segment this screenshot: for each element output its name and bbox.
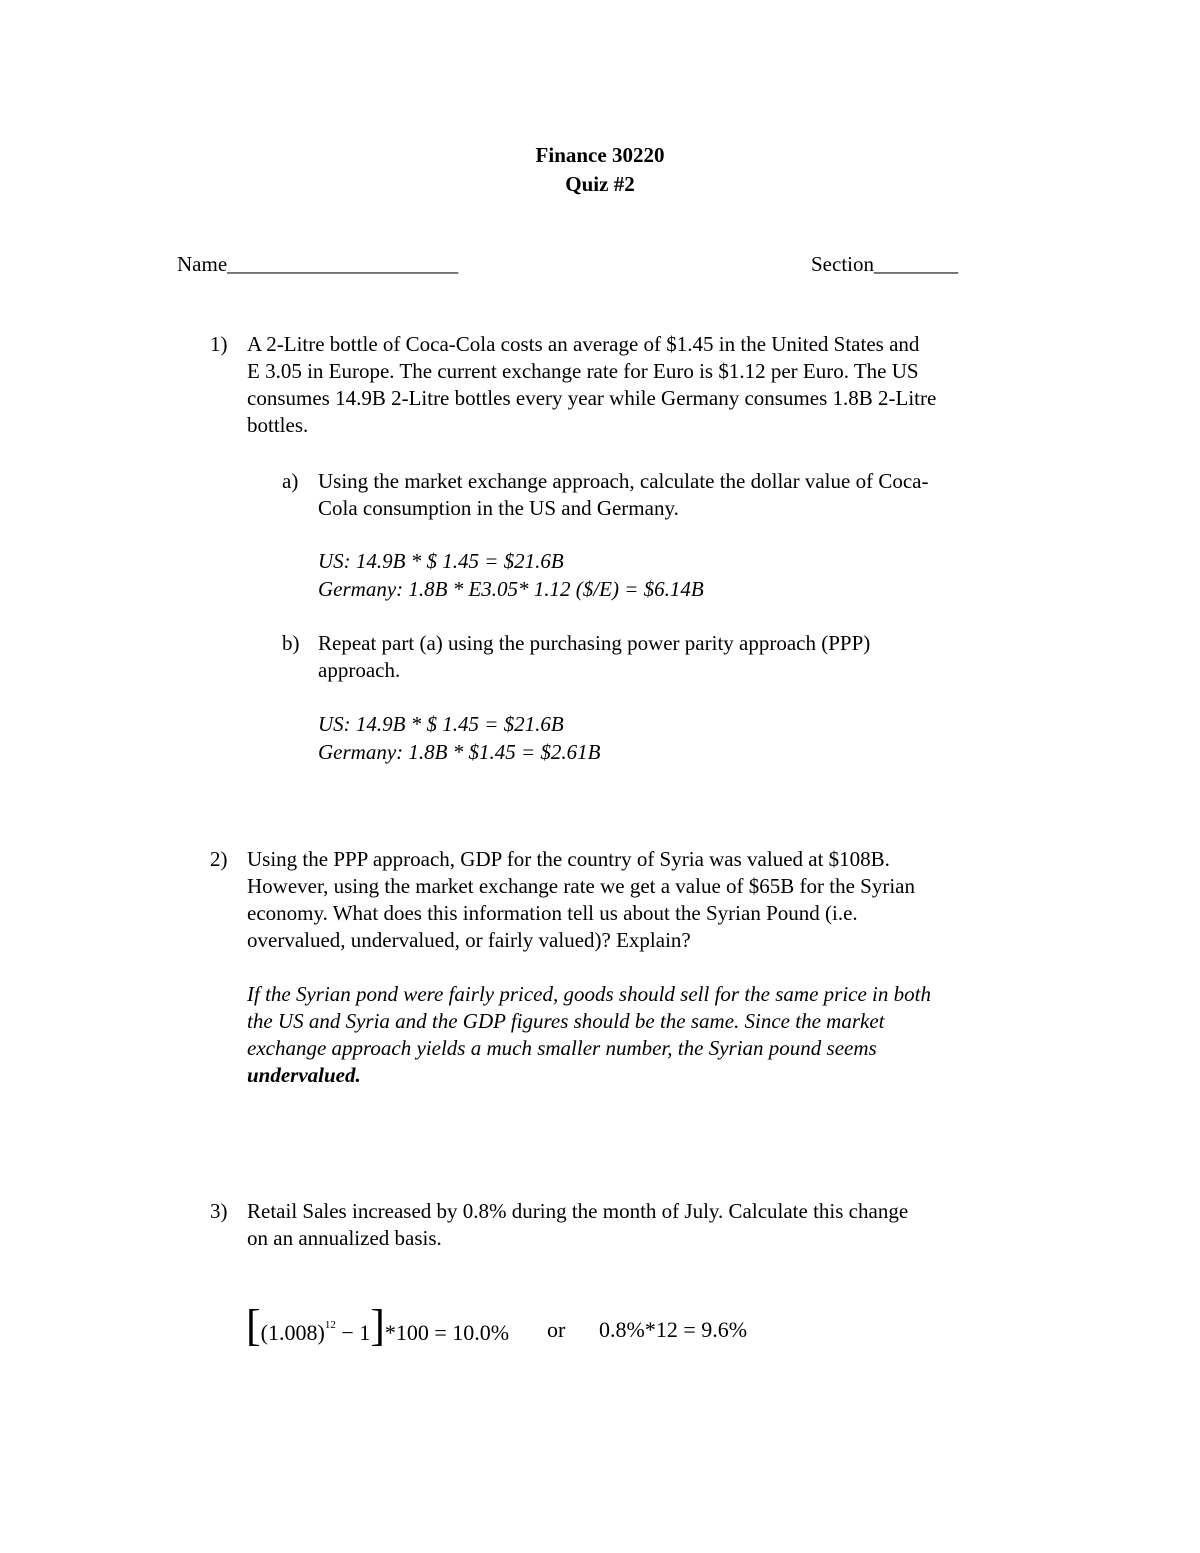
q1a-answer-germany: Germany: 1.8B * E3.05* 1.12 ($/E) = $6.14B [318,577,704,601]
q2-answer [247,981,1037,1089]
q1-text [247,331,1037,439]
section-label: Section [811,252,874,276]
q2-answer-line: If the Syrian pond were fairly priced, goods should sell for the same price in both [247,982,931,1006]
open-bracket: [ [246,1301,261,1350]
q2-line: However, using the market exchange rate we get a value of $65B for the Syrian [247,874,916,898]
name-field[interactable] [177,251,458,278]
formula-alt: 0.8%*12 = 9.6% [599,1317,748,1342]
q1-line: E 3.05 in Europe. The current exchange rate for Euro is $1.12 per Euro. The US [247,359,919,383]
q3-formula [246,1301,510,1354]
q1b-text [318,630,1038,684]
quiz-title: Quiz #2 [565,172,635,196]
q1b-label: b) [282,631,300,655]
q2-text [247,846,1037,954]
q2-answer-bold: undervalued. [247,1063,361,1087]
name-label: Name [177,252,228,276]
q2-answer-line: the US and Syria and the GDP figures should be the same. Since the market [247,1009,885,1033]
q3-text [247,1198,1037,1252]
close-bracket: ] [370,1301,385,1350]
course-title: Finance 30220 [535,143,665,167]
formula-exponent: 12 [324,1319,336,1331]
formula-tail: *100 = 10.0% [384,1320,510,1345]
q1a-text [318,468,1038,522]
section-blank[interactable]: ________ [874,252,958,276]
q1-line: consumes 14.9B 2-Litre bottles every year while Germany consumes 1.8B 2-Litre [247,386,937,410]
q3-line: Retail Sales increased by 0.8% during the month of July. Calculate this change [247,1199,909,1223]
q2-line: overvalued, undervalued, or fairly valued)? Explain? [247,928,691,952]
formula-base: (1.008) [260,1320,325,1345]
q2-line: Using the PPP approach, GDP for the country of Syria was valued at $108B. [247,847,890,871]
q3-number: 3) [210,1199,228,1223]
q1b-line: Repeat part (a) using the purchasing power parity approach (PPP) [318,631,871,655]
q1a-line: Cola consumption in the US and Germany. [318,496,679,520]
q2-line: economy. What does this information tell us about the Syrian Pound (i.e. [247,901,858,925]
formula-or: or [547,1317,566,1342]
q1-line: bottles. [247,413,309,437]
q1b-answer-germany: Germany: 1.8B * $1.45 = $2.61B [318,740,601,764]
name-blank[interactable]: ______________________ [227,252,459,276]
q1b-line: approach. [318,658,401,682]
q1a-line: Using the market exchange approach, calculate the dollar value of Coca- [318,469,929,493]
q2-answer-line: exchange approach yields a much smaller number, the Syrian pound seems [247,1036,877,1060]
formula-minus-one: − 1 [335,1320,371,1345]
q1-line: A 2-Litre bottle of Coca-Cola costs an average of $1.45 in the United States and [247,332,920,356]
q1b-answer-us: US: 14.9B * $ 1.45 = $21.6B [318,712,564,736]
q3-line: on an annualized basis. [247,1226,442,1250]
section-field[interactable] [811,251,958,278]
q1a-answer-us: US: 14.9B * $ 1.45 = $21.6B [318,549,564,573]
q2-number: 2) [210,847,228,871]
q1-number: 1) [210,332,228,356]
q1a-label: a) [282,469,299,493]
